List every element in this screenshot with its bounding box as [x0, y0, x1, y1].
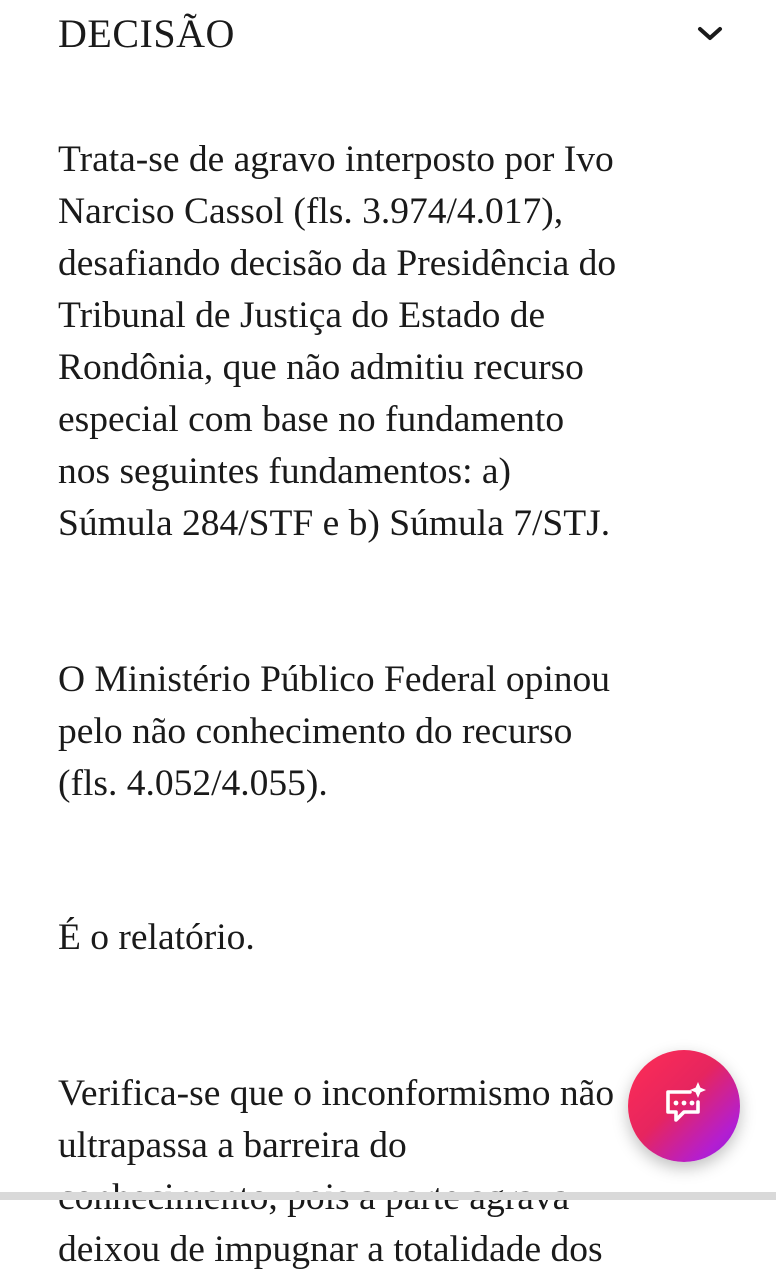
- text-line: Súmula 284/STF e b) Súmula 7/STJ.: [58, 503, 611, 544]
- section-title: DECISÃO: [58, 11, 235, 56]
- text-line: Trata-se de agravo interposto por Ivo: [58, 139, 614, 180]
- text-line: Tribunal de Justiça do Estado de: [58, 295, 546, 336]
- text-line: nos seguintes fundamentos: a): [58, 451, 512, 492]
- text-line: O Ministério Público Federal opinou: [58, 659, 611, 700]
- text-line: desafiando decisão da Presidência do: [58, 243, 617, 284]
- paragraph-summary: [58, 134, 748, 550]
- text-line: Narciso Cassol (fls. 3.974/4.017),: [58, 191, 564, 232]
- chevron-down-icon[interactable]: [692, 16, 728, 52]
- paragraph-report: [58, 912, 748, 964]
- text-line: deixou de impugnar a totalidade dos: [58, 1229, 603, 1270]
- ai-chat-sparkle-icon: [658, 1078, 710, 1135]
- text-line: especial com base no fundamento: [58, 399, 565, 440]
- text-line: ultrapassa a barreira do: [58, 1125, 407, 1166]
- ai-assistant-button[interactable]: [628, 1050, 740, 1162]
- paragraph-ministry-opinion: [58, 654, 748, 810]
- text-line: É o relatório.: [58, 917, 255, 958]
- bottom-bar-edge: [0, 1192, 776, 1200]
- text-line: (fls. 4.052/4.055).: [58, 763, 328, 804]
- text-line: Verifica-se que o inconformismo não: [58, 1073, 615, 1114]
- decision-section-header[interactable]: [58, 8, 728, 60]
- text-line: pelo não conhecimento do recurso: [58, 711, 573, 752]
- text-line: Rondônia, que não admitiu recurso: [58, 347, 584, 388]
